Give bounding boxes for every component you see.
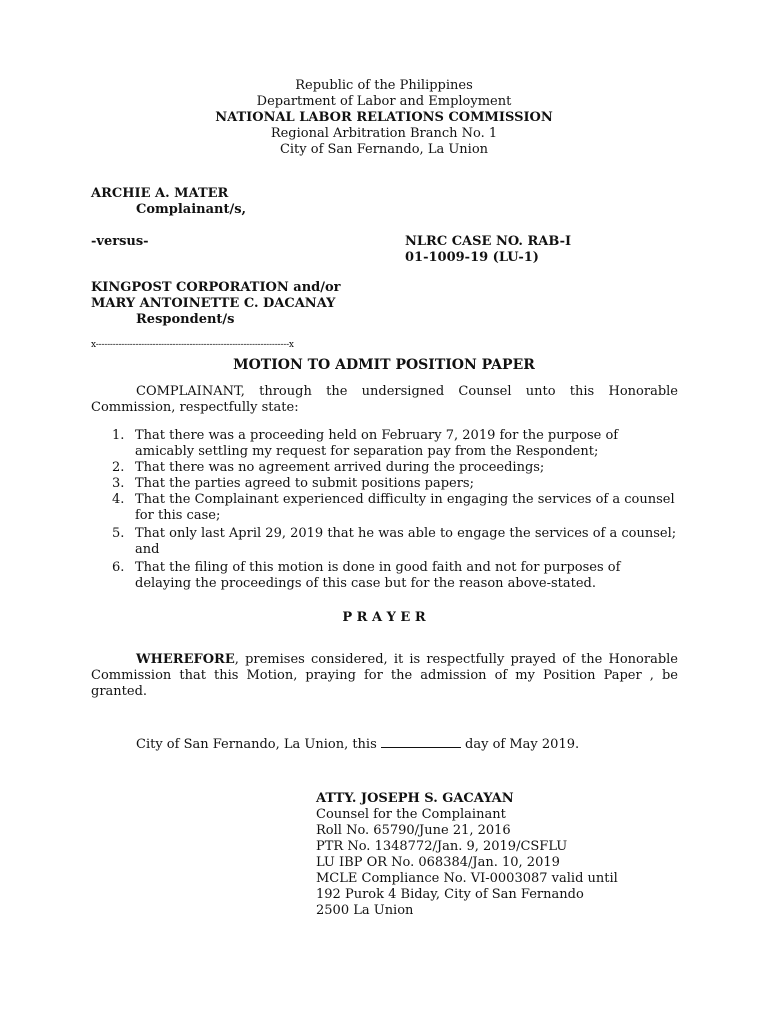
signature-line: Roll No. 65790/June 21, 2016: [316, 823, 511, 838]
list-item-text: That there was a proceeding held on February 7, 2019 for the purpose of amicably settling my request for separation pay from the Respondent;: [135, 428, 619, 459]
header-commission: NATIONAL LABOR RELATIONS COMMISSION: [215, 110, 553, 125]
list-item-number: 1.: [112, 428, 125, 443]
respondent-role: Respondent/s: [136, 312, 235, 327]
header-republic: Republic of the Philippines: [295, 78, 473, 93]
caption-divider: x--------------------------------------------------------------------x: [91, 340, 294, 350]
versus-label: -versus-: [91, 234, 149, 249]
complainant-name: ARCHIE A. MATER: [91, 186, 229, 201]
respondent-line1: KINGPOST CORPORATION and/or: [91, 280, 341, 295]
signature-line: MCLE Compliance No. VI-0003087 valid until: [316, 871, 618, 886]
list-item-text: That the Complainant experienced difficulty in engaging the services of a counsel for this case;: [135, 492, 675, 523]
dateline: [136, 736, 579, 753]
counsel-name: ATTY. JOSEPH S. GACAYAN: [316, 791, 514, 806]
list-item-number: 2.: [112, 460, 125, 475]
list-item-text: That there was no agreement arrived during the proceedings;: [135, 460, 545, 475]
signature-line: Counsel for the Complainant: [316, 807, 506, 822]
header-department: Department of Labor and Employment: [256, 94, 512, 109]
case-number-line2: 01-1009-19 (LU-1): [405, 250, 539, 265]
respondent-line2: MARY ANTOINETTE C. DACANAY: [91, 296, 336, 311]
header-branch: Regional Arbitration Branch No. 1: [270, 126, 498, 141]
signature-line: 192 Purok 4 Biday, City of San Fernando: [316, 887, 584, 902]
header-city: City of San Fernando, La Union: [279, 142, 489, 157]
list-item-number: 4.: [112, 492, 125, 507]
list-item-text: That only last April 29, 2019 that he was able to engage the services of a counsel; and: [135, 526, 677, 557]
signature-line: LU IBP OR No. 068384/Jan. 10, 2019: [316, 855, 560, 870]
list-item-number: 5.: [112, 526, 125, 541]
signature-line: PTR No. 1348772/Jan. 9, 2019/CSFLU: [316, 839, 568, 854]
complainant-role: Complainant/s,: [136, 202, 247, 217]
signature-line: 2500 La Union: [316, 903, 414, 918]
prayer-lead: WHEREFORE: [136, 652, 235, 667]
list-item-number: 6.: [112, 560, 125, 575]
signature-block: [316, 791, 618, 919]
dateline-after: day of May 2019.: [465, 737, 580, 752]
date-blank: [381, 736, 461, 748]
intro-paragraph: COMPLAINANT, through the undersigned Counsel unto this Honorable Commission, respectfully state:: [91, 384, 678, 415]
prayer-paragraph: [91, 652, 678, 700]
list-item-number: 3.: [112, 476, 125, 491]
list-item-text: That the filing of this motion is done in good faith and not for purposes of delaying the proceedings of this case but for the reason above-stated.: [135, 560, 621, 591]
prayer-body: , premises considered, it is respectfully prayed of the Honorable Commission that this Motion, praying for the admission of my Position Paper , be granted.: [91, 652, 678, 699]
dateline-before: City of San Fernando, La Union, this: [136, 737, 377, 752]
case-number-line1: NLRC CASE NO. RAB-I: [405, 234, 572, 249]
prayer-heading: P R A Y E R: [342, 610, 426, 625]
list-item-text: That the parties agreed to submit positions papers;: [135, 476, 474, 491]
motion-title: MOTION TO ADMIT POSITION PAPER: [233, 357, 535, 373]
